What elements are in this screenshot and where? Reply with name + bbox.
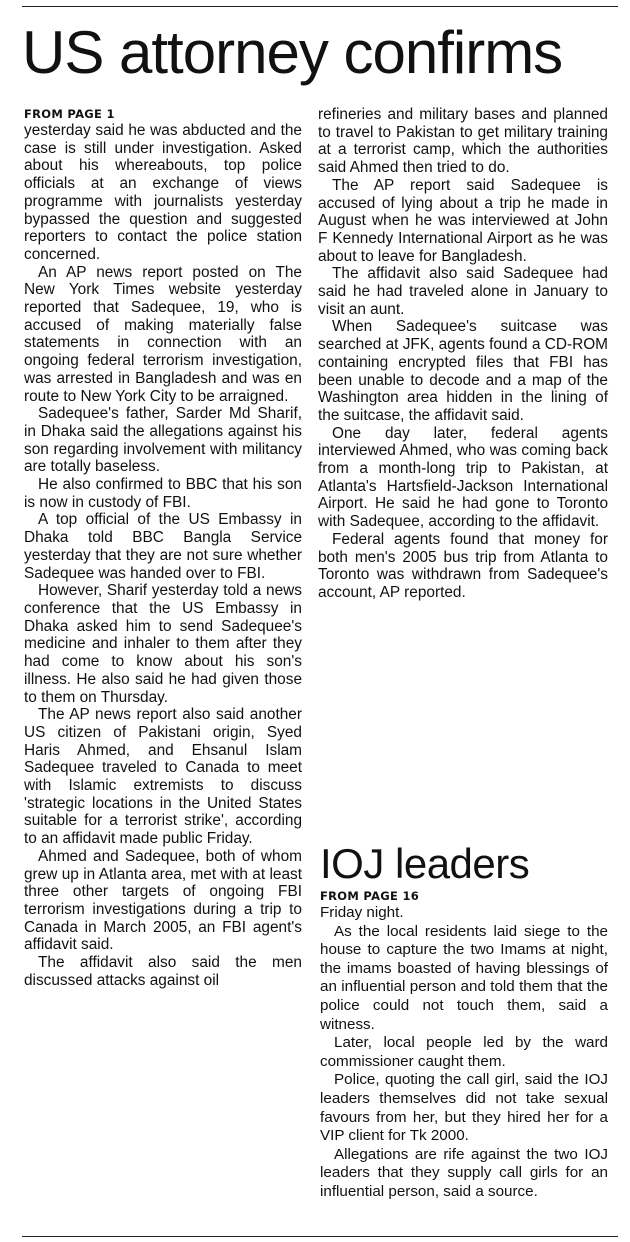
paragraph: The affidavit also said the men discussed attacks against oil [24, 954, 302, 989]
left-column [24, 106, 302, 989]
paragraph: A top official of the US Embassy in Dhaka told BBC Bangla Service yesterday that they are not sure whether Sadequee was handed over to FBI. [24, 511, 302, 582]
paragraph: refineries and military bases and planned to travel to Pakistan to get military training at a terrorist camp, which the authorities said Ahmed then tried to do. [318, 106, 608, 177]
paragraph: Later, local people led by the ward commissioner caught them. [320, 1034, 608, 1070]
paragraph: Friday night. [320, 904, 404, 921]
paragraph: An AP news report posted on The New York Times website yesterday reported that Sadequee, 19, who is accused of making materially false statements in connection with an ongoing federal terrorism investigation, was arrested in Bangladesh and was en route to New York City to be arraigned. [24, 263, 302, 405]
bottom-rule [22, 1236, 618, 1237]
from-page-label: FROM PAGE 1 [24, 107, 115, 121]
paragraph: Ahmed and Sadequee, both of whom grew up in Atlanta area, met with at least three other targets of ongoing FBI terrorism investigations during a trip to Canada in March 2005, an FBI agent's affidavit said. [24, 847, 302, 954]
paragraph: One day later, federal agents interviewed Ahmed, who was coming back from a month-long trip to Pakistan, at Atlanta's Hartsfield-Jackson International Airport. He said he had gone to Toronto with Sadequee, according to the affidavit. [318, 424, 608, 531]
paragraph: Police, quoting the call girl, said the IOJ leaders themselves did not take sexual favours from her, but they hired her for a VIP client for Tk 2000. [320, 1071, 608, 1145]
paragraph: The affidavit also said Sadequee had said he had traveled alone in January to visit an aunt. [318, 265, 608, 318]
headline: US attorney confirms [22, 19, 563, 86]
paragraph: As the local residents laid siege to the house to capture the two Imams at night, the imams boasted of having blessings of an influential person and told them that the police could not touch them, said a witness. [320, 922, 608, 1033]
ioj-headline: IOJ leaders [320, 840, 530, 887]
right-column [318, 106, 608, 602]
paragraph: Sadequee's father, Sarder Md Sharif, in Dhaka said the allegations against his son regarding involvement with militancy are totally baseless. [24, 405, 302, 476]
paragraph: However, Sharif yesterday told a news conference that the US Embassy in Dhaka asked him to send Sadequee's medicine and inhaler to them after they had come to know about his son's illness. He also said he had given those to them on Thursday. [24, 582, 302, 706]
from-page-label: FROM PAGE 16 [320, 889, 420, 903]
paragraph: Federal agents found that money for both men's 2005 bus trip from Atlanta to Toronto was withdrawn from Sadequee's account, AP reported. [318, 530, 608, 601]
paragraph: The AP report said Sadequee is accused of lying about a trip he made in August when he was interviewed at John F Kennedy International Airport as he was about to leave for Bangladesh. [318, 176, 608, 265]
paragraph: Allegations are rife against the two IOJ leaders that they supply call girls for an influential person, said a source. [320, 1145, 608, 1200]
ioj-story [320, 840, 608, 1202]
paragraph: yesterday said he was abducted and the case is still under investigation. Asked about his whereabouts, top police officials at an exchange of views programme with journalists yesterday bypassed the question and suggested reporters to contact the police station concerned. [24, 122, 302, 263]
paragraph: When Sadequee's suitcase was searched at JFK, agents found a CD-ROM containing encrypted files that FBI has been unable to decode and a map of the Washington area hidden in the lining of the suitcase, the affidavit said. [318, 318, 608, 424]
paragraph: He also confirmed to BBC that his son is now in custody of FBI. [24, 476, 302, 511]
paragraph: The AP news report also said another US citizen of Pakistani origin, Syed Haris Ahmed, and Ehsanul Islam Sadequee traveled to Canada to meet with Islamic extremists to discuss 'strategic locations in the United States suitable for a terrorist strike', according to an affidavit made public Friday. [24, 706, 302, 848]
top-rule [22, 6, 618, 7]
